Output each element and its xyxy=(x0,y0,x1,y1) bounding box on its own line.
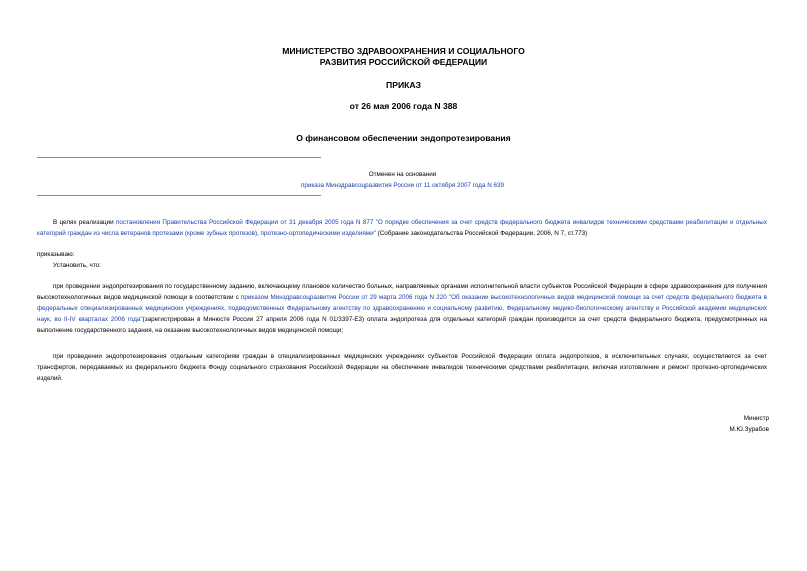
government-decree-link[interactable]: постановления Правительства Российской Федерации от 31 декабря 2005 года N 877 "О порядке обеспечения за счет средств федерального бюджета инвалидов техническими средствами реабилитации и отдельных категорий граждан из числа ветеранов протезами (кроме зубных протезов), протезно-ортопедическими изделиями" xyxy=(37,219,767,237)
ministry-heading xyxy=(0,46,807,68)
signature-title: Министр xyxy=(743,415,769,422)
preamble-suffix: (Собрание законодательства Российской Федерации, 2006, N 7, ст.773) xyxy=(375,230,588,237)
preamble-prefix: В целях реализации xyxy=(53,219,116,226)
establish-text: Установить, что: xyxy=(53,262,101,269)
state-task-suffix: (зарегистрирован в Минюсте России 27 апреля 2006 года N 01/3397-Е3) оплата эндопротеза для отдельных категорий граждан производится за счет средств федерального бюджета, предусмотренных на выполнение государственного задания, на оказание высокотехнологичных видов медицинской помощи; xyxy=(37,316,767,334)
cancellation-text: Отменен на основании xyxy=(368,171,437,178)
divider-bottom xyxy=(37,195,321,196)
paragraph-preamble xyxy=(37,217,767,239)
cancellation-link[interactable]: приказа Минздравсоцразвития России от 11 октября 2007 года N 639 xyxy=(300,182,505,189)
ministry-order-220-link[interactable]: приказом Минздравсоцразвития России от 29 марта 2006 года N 220 "Об оказании высокотехнологичных видов медицинской помощи за счет средств федерального бюджета в федеральных специализированных медицинских учреждениях, подведомственных Федеральному агентству по здравоохранению и социальному развитию, Федеральному медико-биологическому агентству и Российской академии медицинских наук, во II-IV кварталах 2006 года" xyxy=(37,294,767,323)
order-type: ПРИКАЗ xyxy=(386,80,421,90)
order-date: от 26 мая 2006 года N 388 xyxy=(349,101,458,111)
ministry-line-1: МИНИСТЕРСТВО ЗДРАВООХРАНЕНИЯ И СОЦИАЛЬНОГО xyxy=(282,46,525,56)
order-subject: О финансовом обеспечении эндопротезирования xyxy=(296,133,511,143)
paragraph-state-task xyxy=(37,281,767,336)
ministry-line-2: РАЗВИТИЯ РОССИЙСКОЙ ФЕДЕРАЦИИ xyxy=(319,57,488,67)
cancellation-note xyxy=(200,169,605,191)
signature-block xyxy=(730,413,769,435)
signature-name: М.Ю.Зурабов xyxy=(729,426,769,433)
divider-top xyxy=(37,157,321,158)
paragraph-transfers: при проведении эндопротезирования отдельным категориям граждан в специализированных медицинских учреждениях субъектов Российской Федерации оплата эндопротезов, в исключительных случаях, осуществляется за счет трансфертов, передаваемых из федерального бюджета Фонду социального страхования Российской Федерации на обеспечение инвалидов техническими средствами реабилитации, включая изготовление и ремонт протезно-ортопедических изделий. xyxy=(37,353,767,382)
orders-word: приказываю: xyxy=(37,251,75,258)
state-task-prefix: при проведении эндопротезирования по государственному заданию, включающему плановое количество больных, направляемых органами исполнительной власти субъектов Российской Федерации в сфере здравоохранения для получения высокотехнологичных видов медицинской помощи в соответствии с xyxy=(37,283,767,301)
